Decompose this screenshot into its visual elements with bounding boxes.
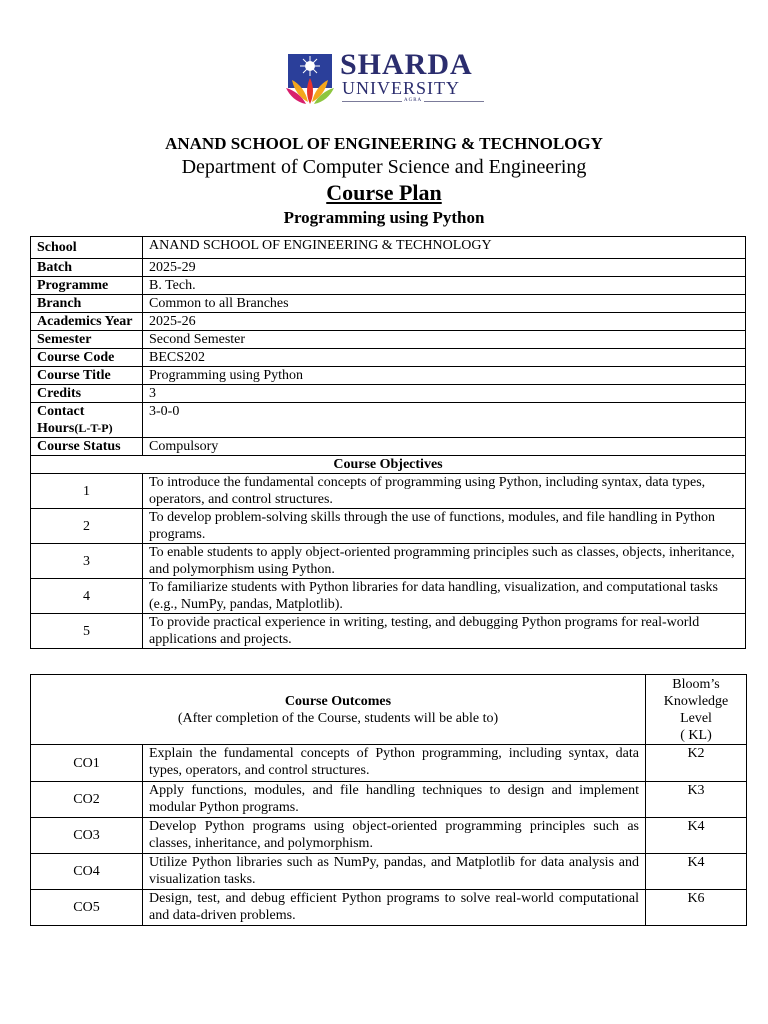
table-row xyxy=(31,331,746,349)
outcome-text: Apply functions, modules, and file handling techniques to design and implement modular Python programs. xyxy=(143,782,646,818)
objective-text: To enable students to apply object-oriented programming principles such as classes, objects, inheritance, and polymorphism using Python. xyxy=(143,544,746,579)
outcome-row xyxy=(31,782,747,818)
semester-label: Semester xyxy=(31,331,143,349)
objectives-heading: Course Objectives xyxy=(31,456,746,474)
course-code-label: Course Code xyxy=(31,349,143,367)
kl-heading-line: Bloom’s xyxy=(672,676,720,692)
outcome-text: Develop Python programs using object-oriented programming principles such as classes, inheritance, and polymorphism. xyxy=(143,818,646,854)
objective-row xyxy=(31,509,746,544)
table-row xyxy=(31,259,746,277)
outcome-row xyxy=(31,854,747,890)
academics-year-label: Academics Year xyxy=(31,313,143,331)
school-value: ANAND SCHOOL OF ENGINEERING & TECHNOLOGY xyxy=(143,237,746,259)
table-row xyxy=(31,456,746,474)
table-row xyxy=(31,313,746,331)
outcome-row xyxy=(31,818,747,854)
outcome-code: CO1 xyxy=(31,745,143,782)
logo-location: AGRA xyxy=(404,98,423,103)
lotus-emblem-icon xyxy=(286,52,336,108)
outcome-kl: K4 xyxy=(646,854,747,890)
branch-value: Common to all Branches xyxy=(143,295,746,313)
table-row xyxy=(31,438,746,456)
objective-number: 1 xyxy=(31,474,143,509)
credits-value: 3 xyxy=(143,385,746,403)
course-name-heading: Programming using Python xyxy=(283,208,485,227)
table-row xyxy=(31,349,746,367)
course-title-label: Course Title xyxy=(31,367,143,385)
table-row xyxy=(31,277,746,295)
objective-row xyxy=(31,544,746,579)
outcome-text: Design, test, and debug efficient Python programs to solve real-world computational and data-driven problems. xyxy=(143,890,646,926)
outcome-code: CO2 xyxy=(31,782,143,818)
objective-text: To develop problem-solving skills through the use of functions, modules, and file handling in Python programs. xyxy=(143,509,746,544)
outcome-code: CO3 xyxy=(31,818,143,854)
contact-hours-ltp: (L-T-P) xyxy=(74,421,113,435)
objective-row xyxy=(31,579,746,614)
course-outcomes-table xyxy=(30,674,747,926)
kl-heading-line: Level xyxy=(680,710,712,726)
programme-value: B. Tech. xyxy=(143,277,746,295)
outcome-code: CO5 xyxy=(31,890,143,926)
kl-heading-cell xyxy=(646,675,747,745)
semester-value: Second Semester xyxy=(143,331,746,349)
table-row xyxy=(31,367,746,385)
objective-text: To provide practical experience in writing, testing, and debugging Python programs for real-world applications and projects. xyxy=(143,614,746,649)
course-info-table xyxy=(30,236,746,649)
objective-text: To familiarize students with Python libraries for data handling, visualization, and computational tasks (e.g., NumPy, pandas, Matplotlib). xyxy=(143,579,746,614)
outcome-row xyxy=(31,745,747,782)
credits-label: Credits xyxy=(31,385,143,403)
course-code-value: BECS202 xyxy=(143,349,746,367)
table-row xyxy=(31,237,746,259)
batch-value: 2025-29 xyxy=(143,259,746,277)
batch-label: Batch xyxy=(31,259,143,277)
table-row xyxy=(31,675,747,745)
outcome-code: CO4 xyxy=(31,854,143,890)
objective-number: 5 xyxy=(31,614,143,649)
outcome-kl: K2 xyxy=(646,745,747,782)
objective-number: 2 xyxy=(31,509,143,544)
course-status-value: Compulsory xyxy=(143,438,746,456)
outcome-text: Explain the fundamental concepts of Python programming, including syntax, data types, operators, and control structures. xyxy=(143,745,646,782)
contact-hours-value: 3-0-0 xyxy=(143,403,746,438)
outcomes-subheading: (After completion of the Course, students will be able to) xyxy=(177,710,499,726)
academics-year-value: 2025-26 xyxy=(143,313,746,331)
table-row xyxy=(31,295,746,313)
school-heading: ANAND SCHOOL OF ENGINEERING & TECHNOLOGY xyxy=(165,134,603,153)
objective-number: 3 xyxy=(31,544,143,579)
objective-text: To introduce the fundamental concepts of programming using Python, including syntax, data types, operators, and control structures. xyxy=(143,474,746,509)
kl-heading-line: ( KL) xyxy=(680,727,712,743)
logo-wordmark: SHARDA xyxy=(340,48,473,81)
outcomes-heading: Course Outcomes xyxy=(284,693,392,709)
outcome-row xyxy=(31,890,747,926)
course-status-label: Course Status xyxy=(31,438,143,456)
course-title-value: Programming using Python xyxy=(143,367,746,385)
objective-row xyxy=(31,474,746,509)
university-logo xyxy=(286,48,490,110)
table-row xyxy=(31,385,746,403)
outcome-kl: K4 xyxy=(646,818,747,854)
outcome-text: Utilize Python libraries such as NumPy, pandas, and Matplotlib for data analysis and visualization tasks. xyxy=(143,854,646,890)
document-title: Course Plan xyxy=(326,180,442,205)
outcome-kl: K3 xyxy=(646,782,747,818)
kl-heading-line: Knowledge xyxy=(663,693,729,709)
school-label: School xyxy=(31,237,143,259)
logo-subword: UNIVERSITY xyxy=(342,78,460,98)
outcomes-heading-cell xyxy=(31,675,646,745)
branch-label: Branch xyxy=(31,295,143,313)
department-heading: Department of Computer Science and Engineering xyxy=(181,156,587,178)
objective-row xyxy=(31,614,746,649)
table-row xyxy=(31,403,746,438)
contact-hours-label xyxy=(31,403,143,438)
programme-label: Programme xyxy=(31,277,143,295)
objective-number: 4 xyxy=(31,579,143,614)
outcome-kl: K6 xyxy=(646,890,747,926)
contact-hours-text: Contact Hours xyxy=(37,404,85,436)
